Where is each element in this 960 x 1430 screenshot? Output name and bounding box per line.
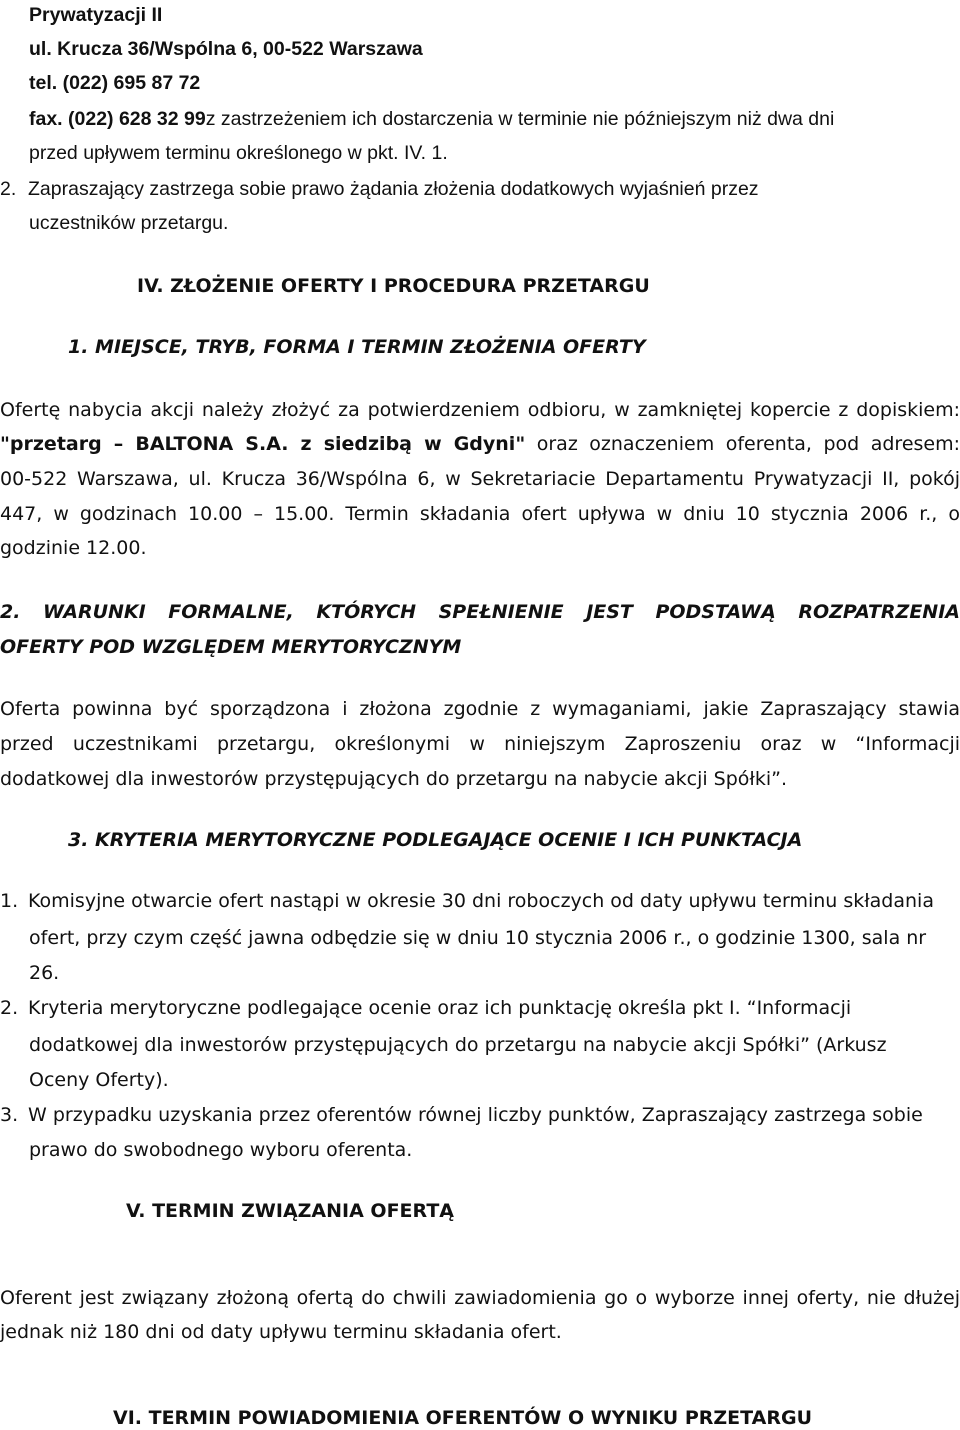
list-item-number: 3. bbox=[0, 1104, 19, 1126]
list-item-number: 1. bbox=[0, 890, 19, 912]
section-v-paragraph-line-2: jednak niż 180 dni od daty upływu terminu składania ofert. bbox=[0, 1321, 562, 1343]
list-item-cont: Oceny Oferty). bbox=[29, 1069, 169, 1091]
list-item-cont: prawo do swobodnego wyboru oferenta. bbox=[29, 1139, 413, 1161]
header-item-2 bbox=[0, 177, 759, 201]
list-item-cont: ofert, przy czym część jawna odbędzie się w dniu 10 stycznia 2006 r., o godzinie 1300, sala nr bbox=[29, 927, 927, 949]
header-item-2-cont: uczestników przetargu. bbox=[29, 212, 229, 234]
section-iv-1-paragraph-line-1: Ofertę nabycia akcji należy złożyć za potwierdzeniem odbioru, w zamkniętej kopercie z dopiskiem: bbox=[0, 399, 960, 421]
header-line-1: Prywatyzacji II bbox=[29, 4, 163, 26]
list-item: 1. Komisyjne otwarcie ofert nastąpi w okresie 30 dni roboczych od daty upływu terminu składania bbox=[0, 890, 934, 912]
section-iv-1-paragraph-line-3: 00-522 Warszawa, ul. Krucza 36/Wspólna 6, w Sekretariacie Departamentu Prywatyzacji II, pokój bbox=[0, 468, 960, 490]
section-iv-1-paragraph-line-2: "przetarg – BALTONA S.A. z siedzibą w Gdyni" oraz oznaczeniem oferenta, pod adresem: bbox=[0, 433, 960, 455]
list-item-number: 2. bbox=[0, 997, 19, 1019]
section-iv-2-heading-line-1: 2. WARUNKI FORMALNE, KTÓRYCH SPEŁNIENIE JEST PODSTAWĄ ROZPATRZENIA bbox=[0, 601, 960, 623]
list-item-cont: 26. bbox=[29, 962, 60, 984]
header-address: ul. Krucza 36/Wspólna 6, 00-522 Warszawa bbox=[29, 38, 423, 60]
section-iv-2-paragraph-line-1: Oferta powinna być sporządzona i złożona zgodnie z wymaganiami, jakie Zapraszający stawia bbox=[0, 698, 960, 720]
section-iv-2-paragraph-line-2: przed uczestnikami przetargu, określonymi w niniejszym Zaproszeniu oraz w “Informacji bbox=[0, 733, 960, 755]
section-iv-2-heading-line-2: OFERTY POD WZGLĘDEM MERYTORYCZNYM bbox=[0, 636, 462, 658]
section-iv-1-paragraph-line-4: 447, w godzinach 10.00 – 15.00. Termin składania ofert upływa w dniu 10 stycznia 2006 r., o bbox=[0, 503, 960, 525]
header-phone: tel. (022) 695 87 72 bbox=[29, 72, 201, 94]
section-vi-heading: VI. TERMIN POWIADOMIENIA OFERENTÓW O WYNIKU PRZETARGU bbox=[113, 1407, 812, 1429]
header-line-5: przed upływem terminu określonego w pkt. IV. 1. bbox=[29, 142, 448, 164]
section-iv-heading: IV. ZŁOŻENIE OFERTY I PROCEDURA PRZETARGU bbox=[137, 275, 650, 297]
list-item: 2. Kryteria merytoryczne podlegające ocenie oraz ich punktację określa pkt I. “Informacji bbox=[0, 997, 852, 1019]
header-fax-line bbox=[29, 107, 834, 131]
section-v-paragraph-line-1: Oferent jest związany złożoną ofertą do chwili zawiadomienia go o wyborze innej oferty, nie dłużej bbox=[0, 1287, 960, 1309]
section-iv-1-paragraph-line-5: godzinie 12.00. bbox=[0, 537, 147, 559]
header-item-2-text: Zapraszający zastrzega sobie prawo żądania złożenia dodatkowych wyjaśnień przez bbox=[28, 178, 759, 200]
section-v-heading: V. TERMIN ZWIĄZANIA OFERTĄ bbox=[126, 1200, 454, 1222]
list-item: 3. W przypadku uzyskania przez oferentów równej liczby punktów, Zapraszający zastrzega sobie bbox=[0, 1104, 923, 1126]
section-iv-1-heading: 1. MIEJSCE, TRYB, FORMA I TERMIN ZŁOŻENIA OFERTY bbox=[68, 336, 646, 358]
section-iv-3-heading: 3. KRYTERIA MERYTORYCZNE PODLEGAJĄCE OCENIE I ICH PUNKTACJA bbox=[68, 829, 803, 851]
header-fax: fax. (022) 628 32 99 bbox=[29, 108, 206, 130]
section-iv-2-paragraph-line-3: dodatkowej dla inwestorów przystępujących do przetargu na nabycie akcji Spółki”. bbox=[0, 768, 787, 790]
header-fax-rest: z zastrzeżeniem ich dostarczenia w terminie nie późniejszym niż dwa dni bbox=[205, 108, 835, 130]
envelope-inscription: "przetarg – BALTONA S.A. z siedzibą w Gdyni" bbox=[0, 433, 526, 455]
header-item-2-number: 2. bbox=[0, 178, 17, 200]
list-item-cont: dodatkowej dla inwestorów przystępujących do przetargu na nabycie akcji Spółki” (Arkusz bbox=[29, 1034, 887, 1056]
